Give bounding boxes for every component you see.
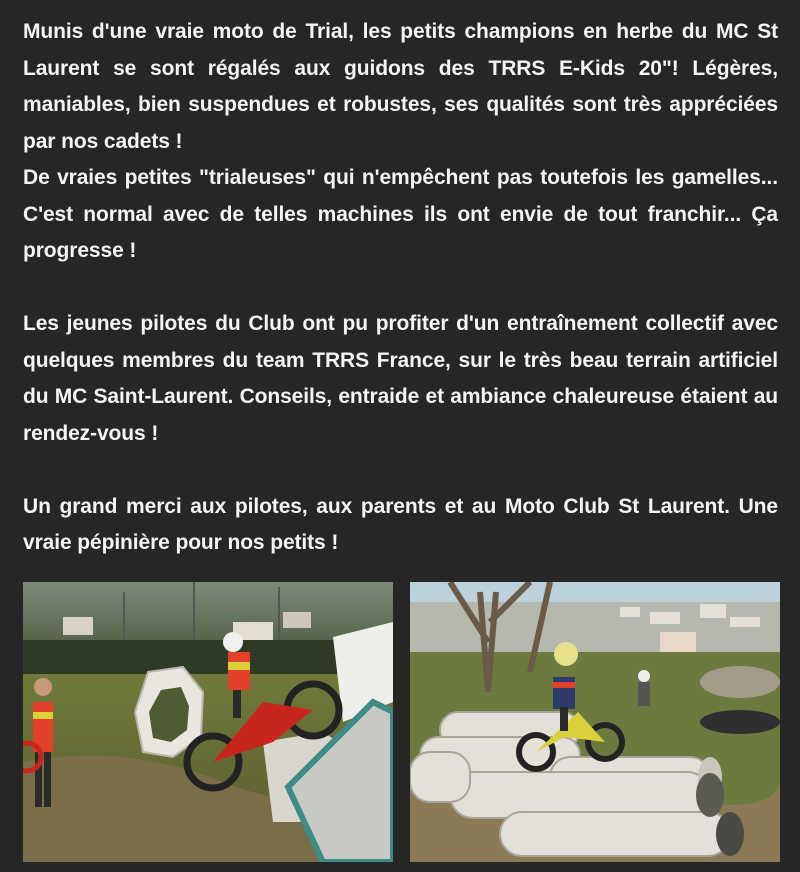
article-paragraph-1-sentence-1: Munis d'une vraie moto de Trial, les petits champions en herbe du MC St Laurent se sont régalés aux guidons des TRRS E-Kids 20"! Légères, maniables, bien suspendues et robustes, ses qualités sont très appréciées par nos cadets ! xyxy=(23,20,778,153)
kid-rider-photo-image xyxy=(410,582,780,862)
article-paragraph-1-sentence-2: De vraies petites "trialeuses" qui n'empêchent pas toutefois les gamelles... C'est normal avec de telles machines ils ont envie de tout franchir... Ça progresse ! xyxy=(23,166,778,262)
article-paragraph-2: Les jeunes pilotes du Club ont pu profiter d'un entraînement collectif avec quelques membres du team TRRS France, sur le très beau terrain artificiel du MC Saint-Laurent. Conseils, entraide et ambiance chaleureuse étaient au rendez-vous ! xyxy=(23,312,778,445)
article-paragraph-1 xyxy=(23,14,778,270)
article-text xyxy=(23,14,778,562)
photo-kid-pipes[interactable] xyxy=(410,582,780,862)
article-paragraph-3: Un grand merci aux pilotes, aux parents et au Moto Club St Laurent. Une vraie pépinière pour nos petits ! xyxy=(23,494,778,554)
photo-rider-jump[interactable] xyxy=(23,582,393,862)
photo-gallery xyxy=(23,582,780,862)
trial-jump-photo-image xyxy=(23,582,393,862)
